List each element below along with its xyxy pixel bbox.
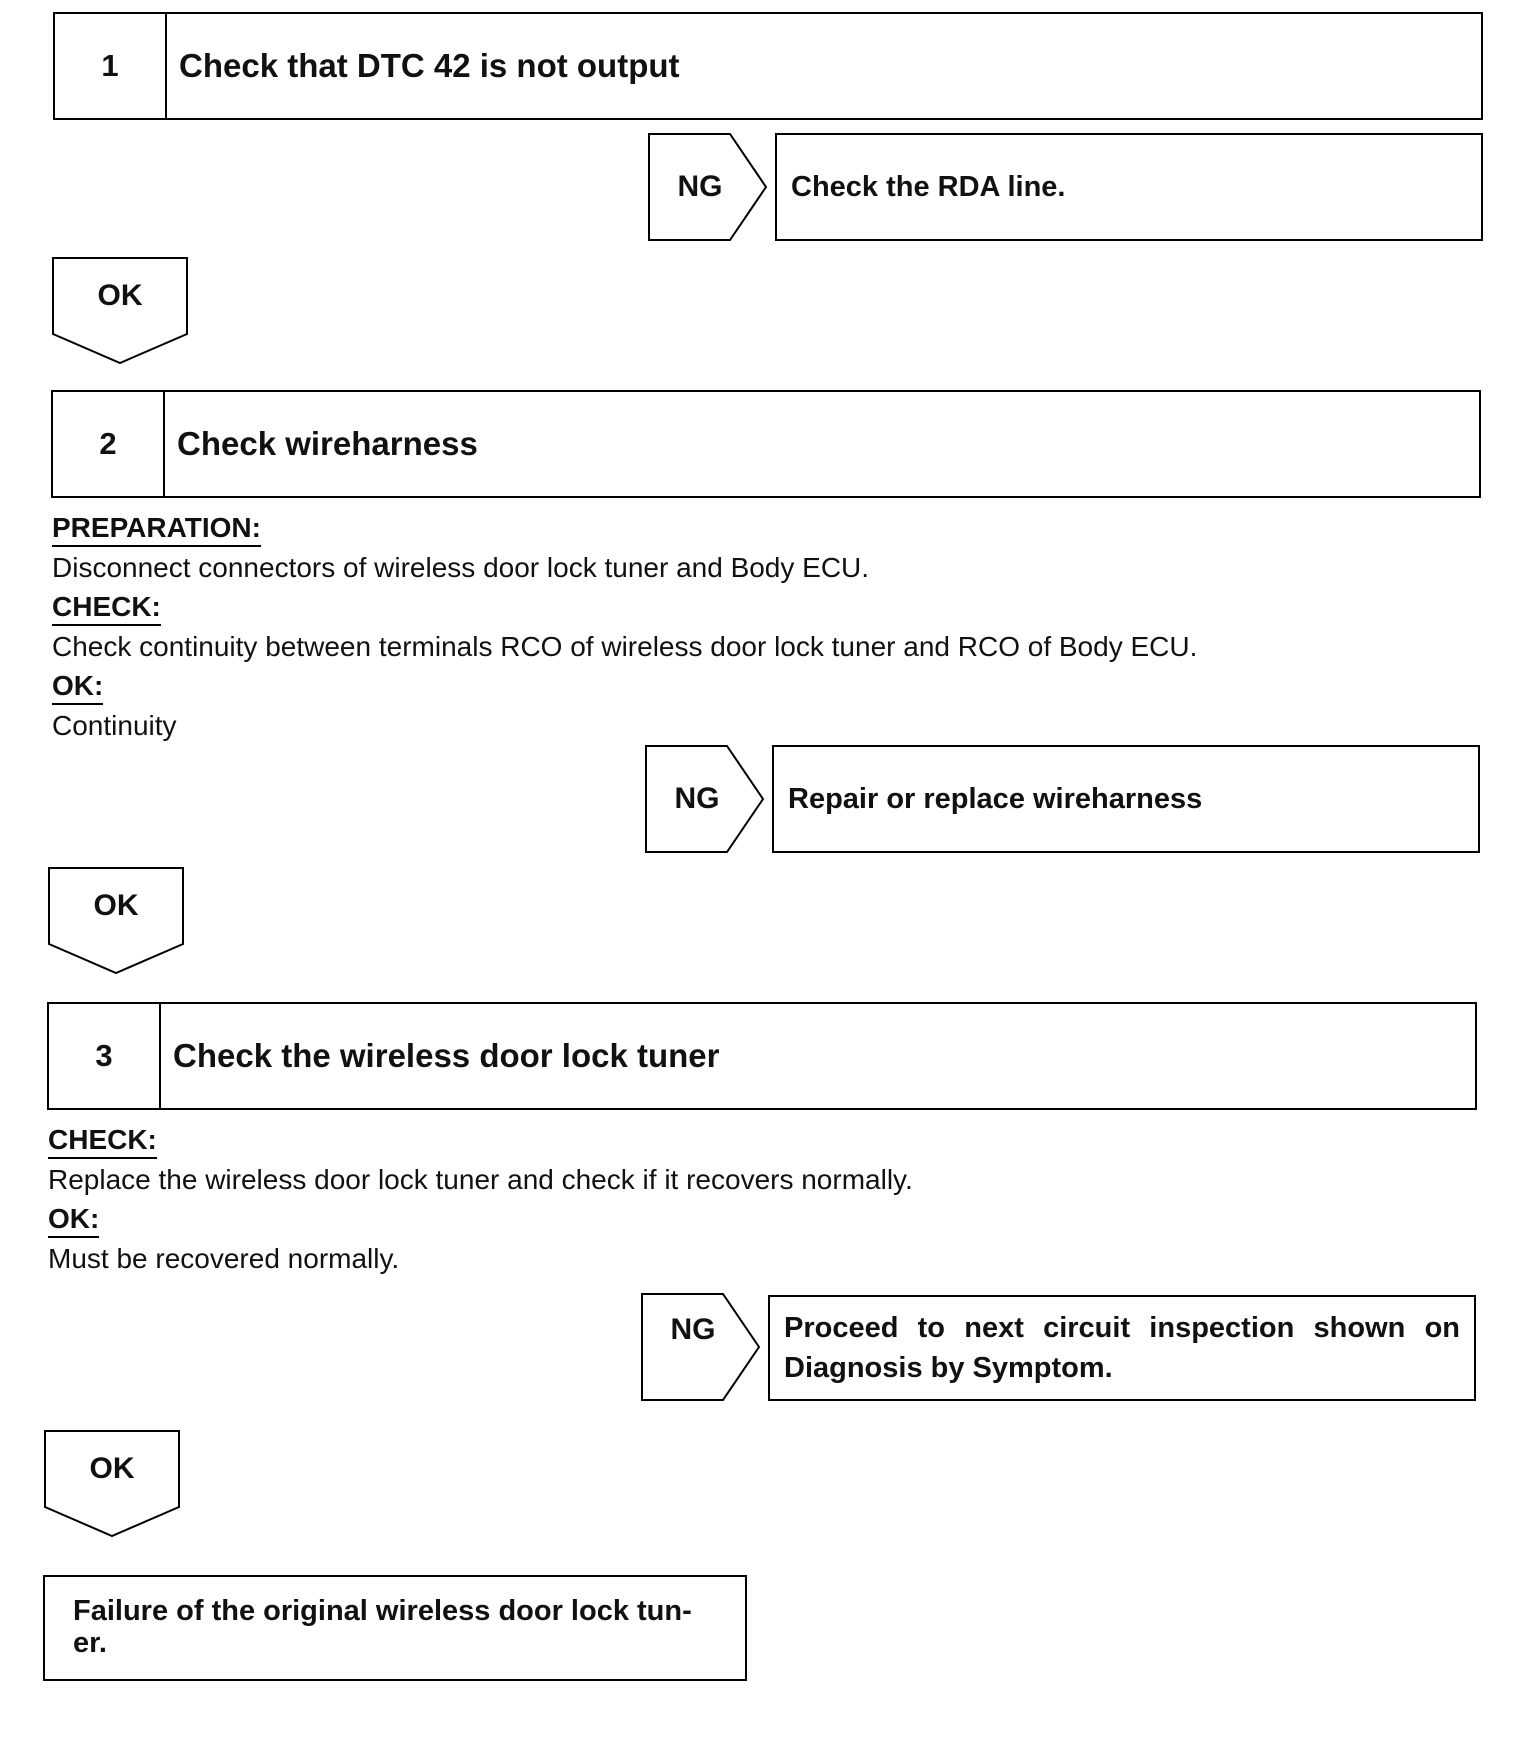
step-2-ng-label: NG [674, 782, 720, 815]
step-3-ok-tag [44, 1430, 184, 1540]
final-result-box [43, 1575, 747, 1681]
step-2-check-text: Check continuity between terminals RCO of wireless door lock tuner and RCO of Body ECU. [52, 631, 1198, 662]
step-3-ok-criteria-text: Must be recovered normally. [48, 1243, 400, 1274]
step-3-check-text: Replace the wireless door lock tuner and check if it recovers normally. [48, 1164, 913, 1195]
step-3-title: Check the wireless door lock tuner [173, 1037, 720, 1074]
step-1-ng-label: NG [677, 170, 723, 203]
step-1-ng-action-box [775, 133, 1483, 241]
step-2-ok-label: OK [93, 889, 139, 922]
step-2-title: Check wireharness [177, 425, 478, 462]
final-result-line1: Failure of the original wireless door lock tun- [73, 1595, 692, 1627]
step-3-ng-action-line2: Diagnosis by Symptom. [784, 1352, 1113, 1384]
step-1-ng-action: Check the RDA line. [791, 171, 1066, 203]
step-3-check-label: CHECK: [48, 1123, 157, 1159]
step-3-ng-action-box [768, 1295, 1476, 1401]
step-2-details [52, 508, 1452, 745]
step-2-ok-criteria-label: OK: [52, 669, 103, 705]
step-3-ng-action-line1: Proceed to next circuit inspection shown on [784, 1312, 1460, 1344]
step-3-ng-tag [641, 1293, 761, 1401]
step-3-number: 3 [49, 1004, 161, 1108]
step-1-ok-tag [52, 257, 192, 367]
step-1-ng-tag [648, 133, 768, 241]
step-2-ok-tag [48, 867, 188, 977]
final-result-line2: er. [73, 1627, 107, 1659]
step-2-ok-criteria-text: Continuity [52, 710, 177, 741]
step-3-ng-label: NG [670, 1313, 716, 1346]
step-2-ng-action-box [772, 745, 1480, 853]
step-2-ng-action: Repair or replace wireharness [788, 783, 1203, 815]
step-3-ok-criteria-label: OK: [48, 1202, 99, 1238]
step-2-box [51, 390, 1481, 498]
step-1-title: Check that DTC 42 is not output [179, 47, 680, 84]
step-1-ok-label: OK [97, 279, 143, 312]
step-3-ok-label: OK [89, 1452, 135, 1485]
step-2-number: 2 [53, 392, 165, 496]
step-1-number: 1 [55, 14, 167, 118]
step-2-check-label: CHECK: [52, 590, 161, 626]
step-2-ng-tag [645, 745, 765, 853]
step-2-preparation-text: Disconnect connectors of wireless door lock tuner and Body ECU. [52, 552, 870, 583]
step-2-preparation-label: PREPARATION: [52, 511, 261, 547]
step-1-box [53, 12, 1483, 120]
step-3-box [47, 1002, 1477, 1110]
step-3-details [48, 1120, 1448, 1278]
